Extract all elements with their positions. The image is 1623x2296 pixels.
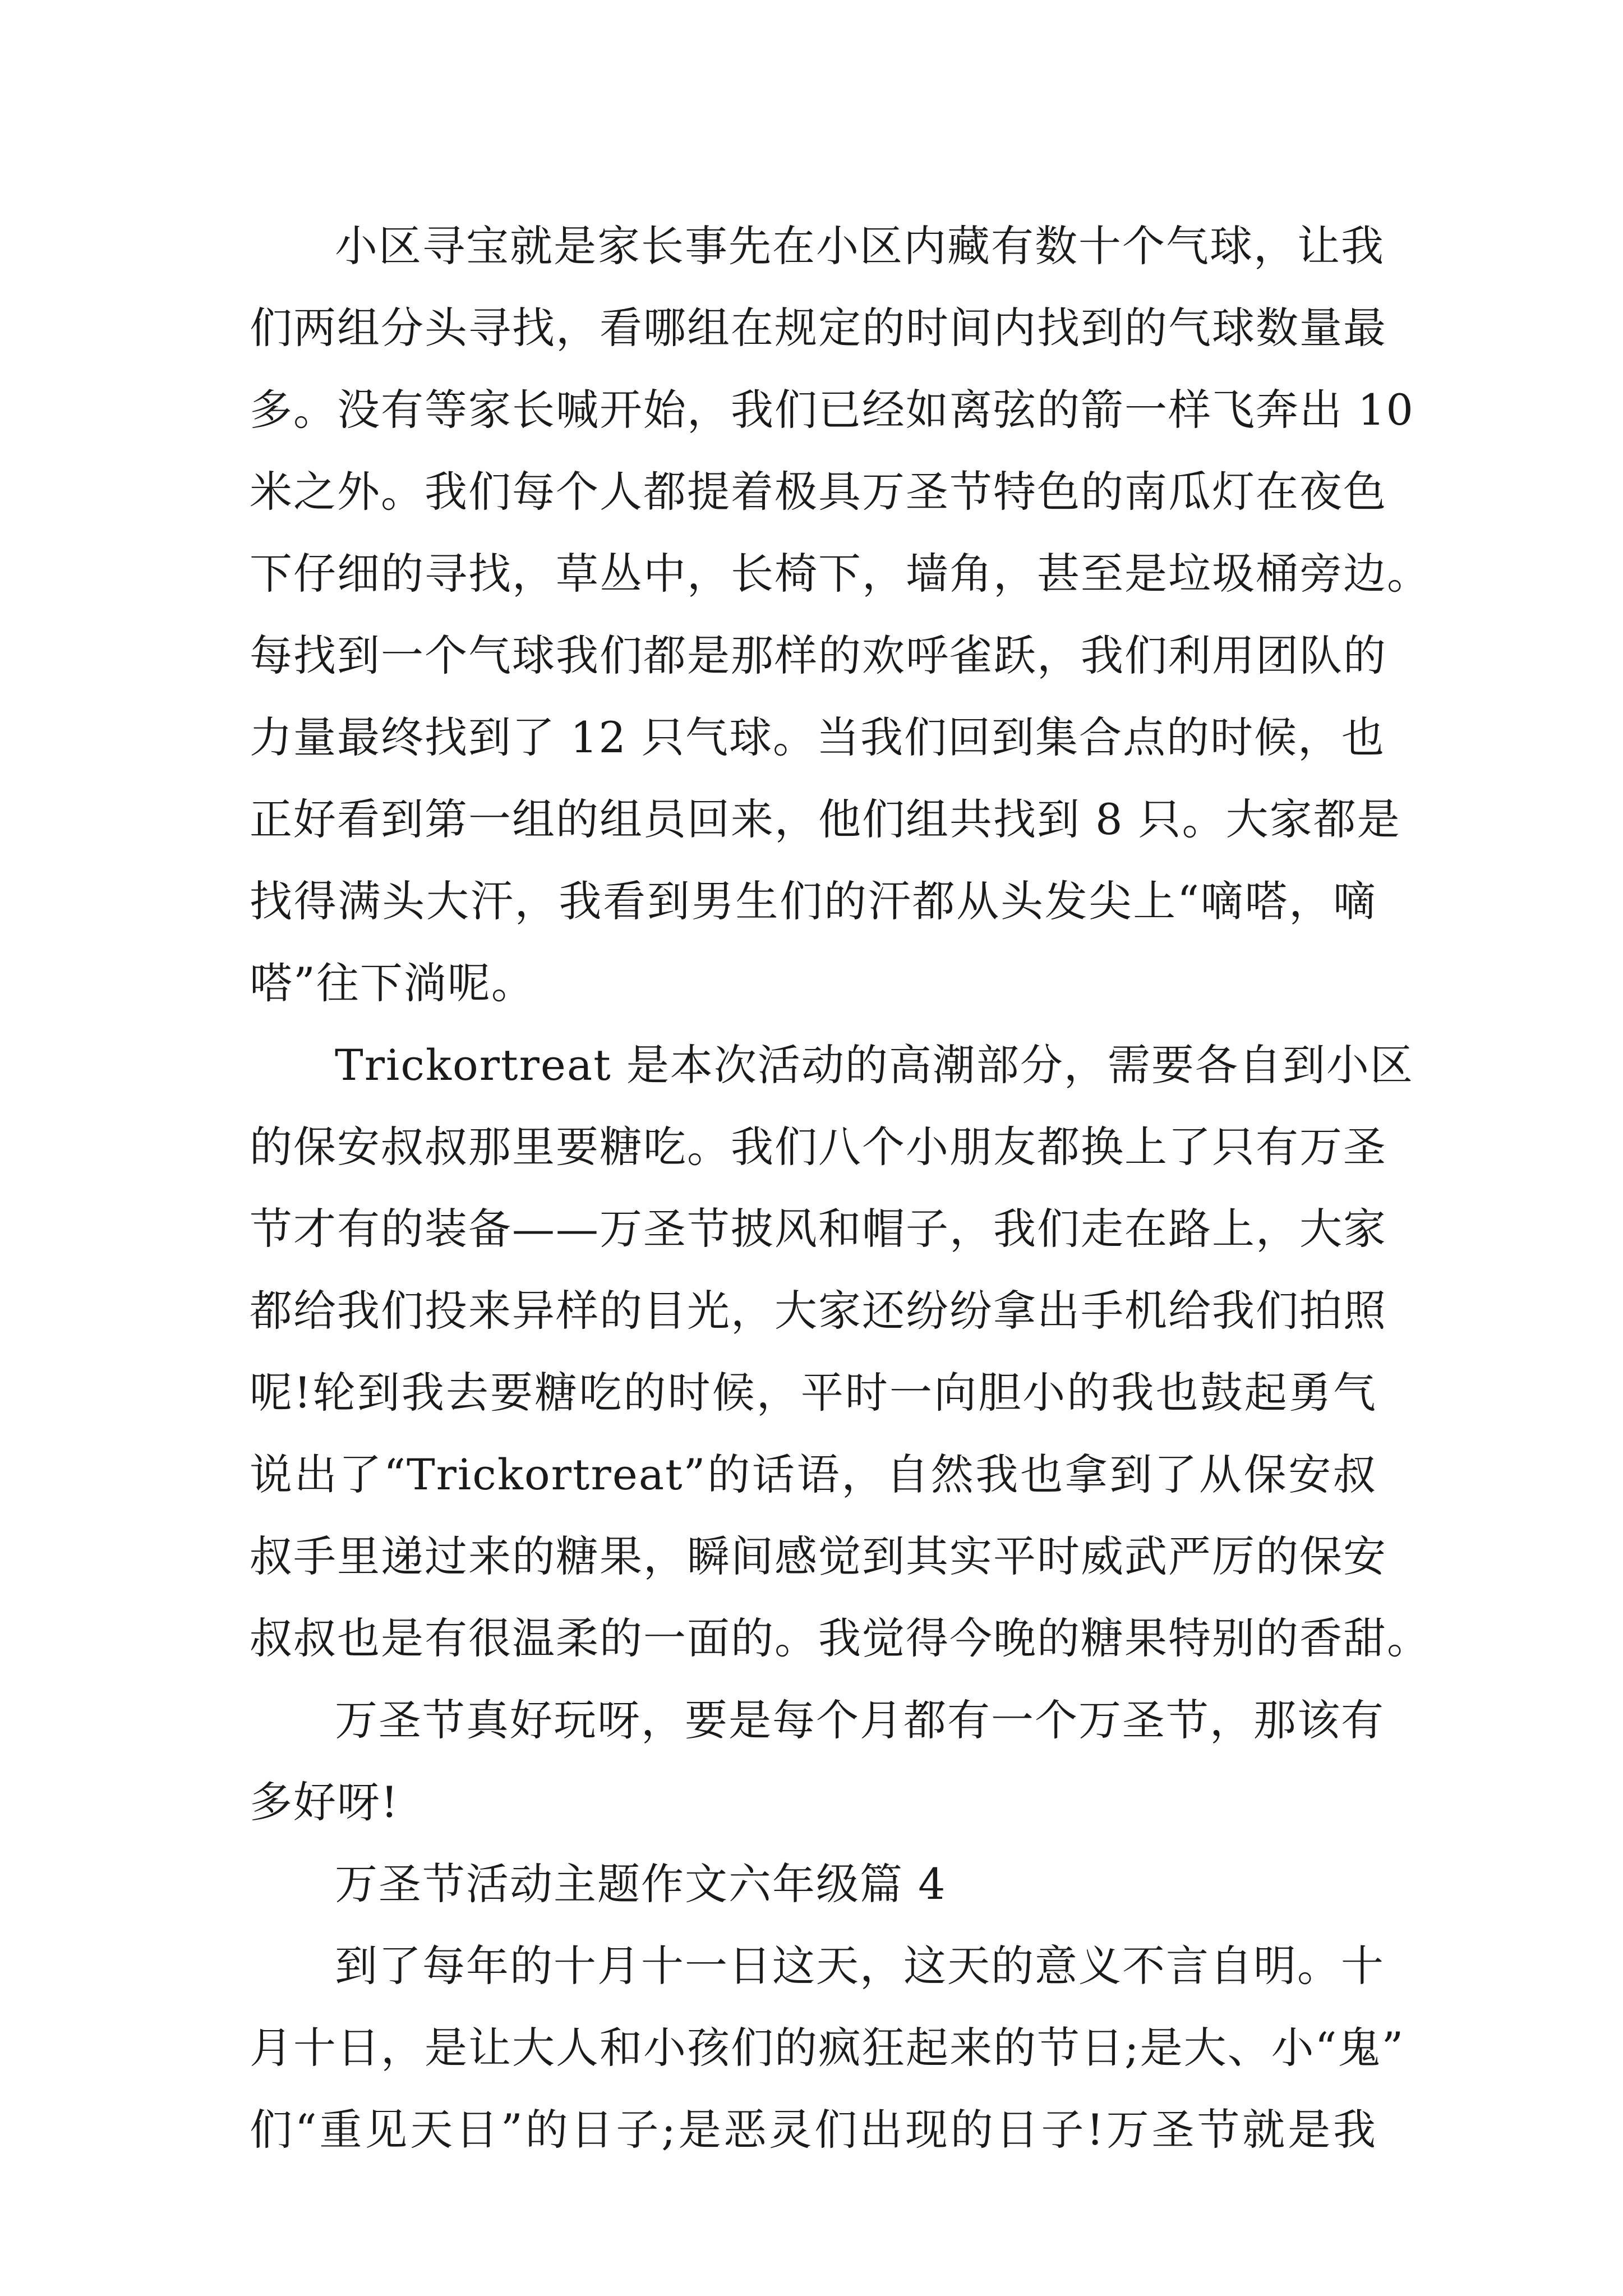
document-body <box>250 205 1431 2171</box>
text-line: 找得满头大汗，我看到男生们的汗都从头发尖上“嘀嗒，嘀 <box>250 876 1377 926</box>
text-line: 说出了“Trickortreat”的话语，自然我也拿到了从保安叔 <box>250 1450 1377 1499</box>
text-line: 下仔细的寻找，草丛中，长椅下，墙角，甚至是垃圾桶旁边。 <box>250 549 1431 599</box>
text-line: 们“重见天日”的日子;是恶灵们出现的日子!万圣节就是我 <box>250 2105 1377 2155</box>
text-line: 万圣节真好玩呀，要是每个月都有一个万圣节，那该有 <box>335 1695 1385 1745</box>
text-line: 们两组分头寻找，看哪组在规定的时间内找到的气球数量最 <box>250 303 1387 353</box>
text-line: 月十日，是让大人和小孩们的疯狂起来的节日;是大、小“鬼” <box>250 2023 1405 2073</box>
text-line: 力量最终找到了 12 只气球。当我们回到集合点的时候，也 <box>250 712 1386 762</box>
text-line: 多好呀! <box>250 1777 399 1827</box>
text-line: 小区寻宝就是家长事先在小区内藏有数十个气球，让我 <box>335 221 1385 271</box>
text-line: Trickortreat 是本次活动的高潮部分，需要各自到小区 <box>335 1040 1414 1090</box>
text-line: 万圣节活动主题作文六年级篇 4 <box>335 1859 947 1909</box>
text-line: 叔手里递过来的糖果，瞬间感觉到其实平时威武严厉的保安 <box>250 1531 1387 1581</box>
text-line: 到了每年的十月十一日这天，这天的意义不言自明。十 <box>335 1941 1385 1991</box>
text-line: 节才有的装备——万圣节披风和帽子，我们走在路上，大家 <box>250 1204 1387 1254</box>
text-line: 米之外。我们每个人都提着极具万圣节特色的南瓜灯在夜色 <box>250 467 1387 517</box>
text-line: 嗒”往下淌呢。 <box>250 958 535 1008</box>
text-line: 的保安叔叔那里要糖吃。我们八个小朋友都换上了只有万圣 <box>250 1122 1387 1172</box>
text-line: 都给我们投来异样的目光，大家还纷纷拿出手机给我们拍照 <box>250 1286 1387 1336</box>
text-line: 每找到一个气球我们都是那样的欢呼雀跃，我们利用团队的 <box>250 631 1387 680</box>
text-line: 多。没有等家长喊开始，我们已经如离弦的箭一样飞奔出 10 <box>250 385 1414 435</box>
text-line: 正好看到第一组的组员回来，他们组共找到 8 只。大家都是 <box>250 794 1401 844</box>
text-line: 呢!轮到我去要糖吃的时候，平时一向胆小的我也鼓起勇气 <box>250 1368 1377 1418</box>
text-line: 叔叔也是有很温柔的一面的。我觉得今晚的糖果特别的香甜。 <box>250 1613 1431 1663</box>
